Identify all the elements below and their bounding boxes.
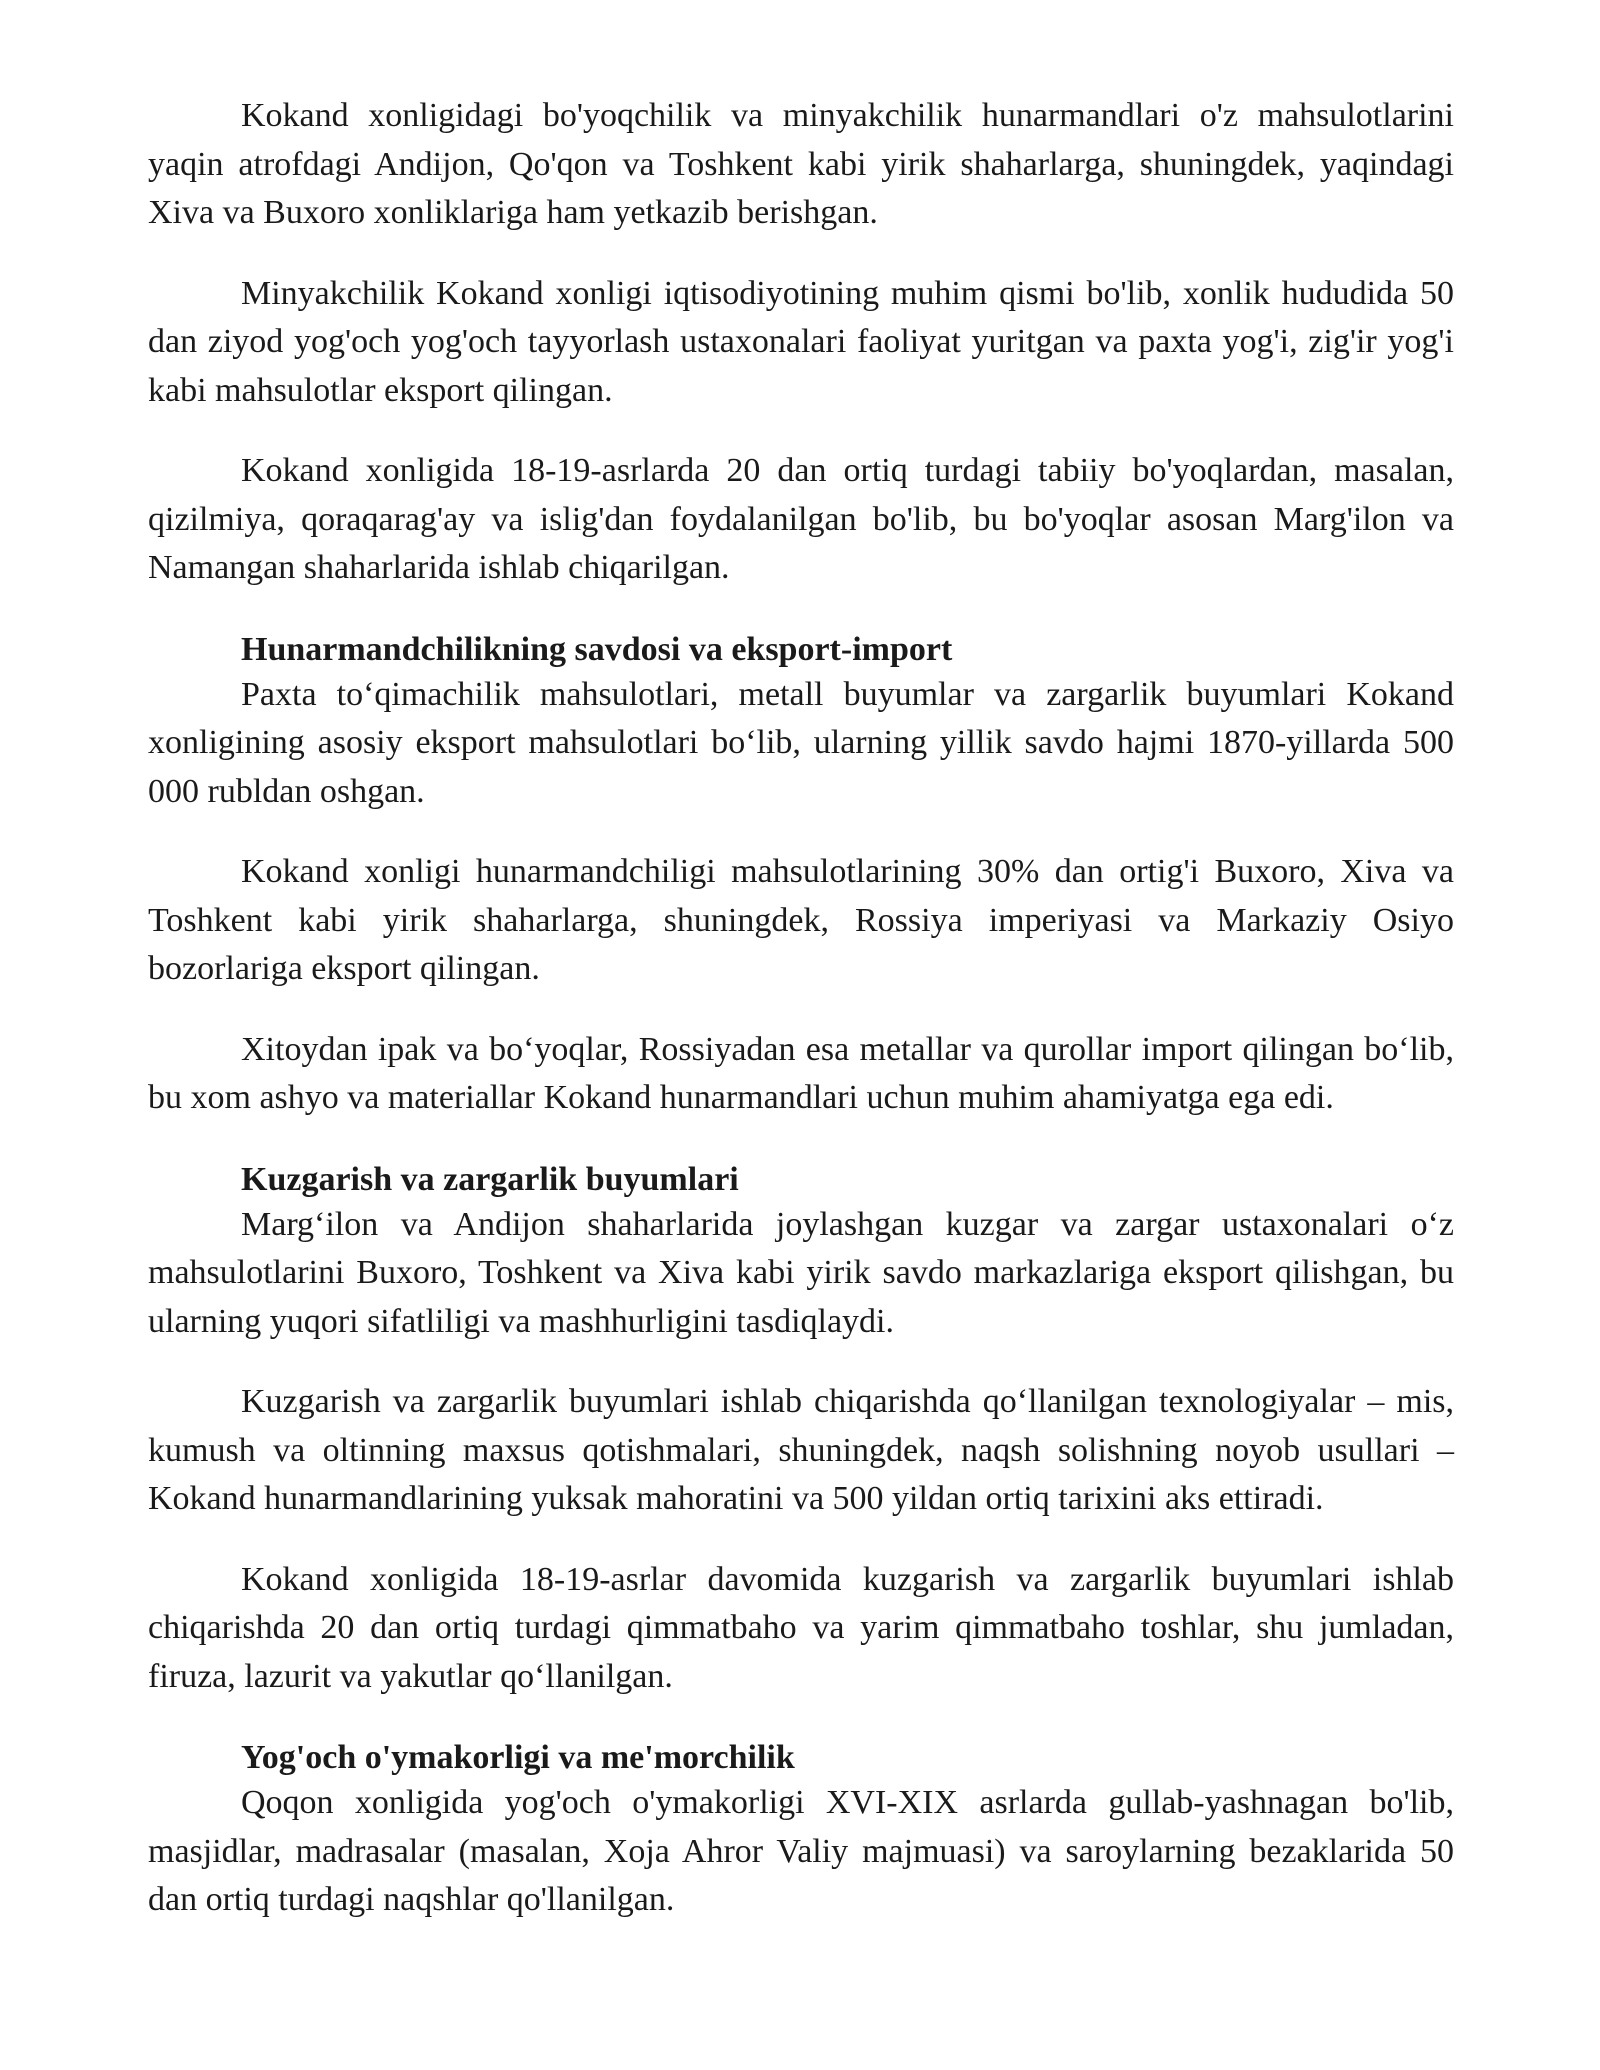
paragraph-oil-production: Minyakchilik Kokand xonligi iqtisodiyotining muhim qismi bo'lib, xonlik hududida 50 dan ziyod yog'och yog'och tayyorlash ustaxonalari faoliyat yuritgan va paxta yog'i, zig'ir yog'i kabi mahsulotlar eksport qilingan. bbox=[148, 274, 1454, 409]
paragraph-imports: Xitoydan ipak va bo‘yoqlar, Rossiyadan esa metallar va qurollar import qilingan bo‘lib, bu xom ashyo va materiallar Kokand hunarmandlari uchun muhim ahamiyatga ega edi. bbox=[148, 1030, 1454, 1116]
paragraph-jewelry-technologies: Kuzgarish va zargarlik buyumlari ishlab chiqarishda qo‘llanilgan texnologiyalar – mis, kumush va oltinning maxsus qotishmalari, shuningdek, naqsh solishning noyob usullari – Kokand hunarmandlarining yuksak mahoratini va 500 yildan ortiq tarixini aks ettiradi. bbox=[148, 1383, 1454, 1517]
section-heading-trade: Hunarmandchilikning savdosi va eksport-import bbox=[241, 630, 953, 668]
section-heading-woodcarving: Yog'och o'ymakorligi va me'morchilik bbox=[241, 1739, 795, 1776]
paragraph-precious-stones: Kokand xonligida 18-19-asrlar davomida kuzgarish va zargarlik buyumlari ishlab chiqarishda 20 dan ortiq turdagi qimmatbaho va yarim qimmatbaho toshlar, shu jumladan, firuza, lazurit va yakutlar qo‘llanilgan. bbox=[148, 1560, 1454, 1695]
document-page bbox=[148, 92, 1454, 1925]
paragraph-natural-dyes: Kokand xonligida 18-19-asrlarda 20 dan ortiq turdagi tabiiy bo'yoqlardan, masalan, qizilmiya, qoraqarag'ay va islig'dan foydalanilgan bo'lib, bu bo'yoqlar asosan Marg'ilon va Namangan shaharlarida ishlab chiqarilgan. bbox=[148, 452, 1454, 586]
paragraph-woodcarving: Qoqon xonligida yog'och o'ymakorligi XVI-XIX asrlarda gullab-yashnagan bo'lib, masjidlar, madrasalar (masalan, Xoja Ahror Valiy majmuasi) va saroylarning bezaklarida 50 dan ortiq turdagi naqshlar qo'llanilgan. bbox=[148, 1784, 1454, 1918]
paragraph-dyeing-trade: Kokand xonligidagi bo'yoqchilik va minyakchilik hunarmandlari o'z mahsulotlarini yaqin atrofdagi Andijon, Qo'qon va Toshkent kabi yirik shaharlarga, shuningdek, yaqindagi Xiva va Buxoro xonliklariga ham yetkazib berishgan. bbox=[148, 97, 1454, 231]
section-heading-jewelry: Kuzgarish va zargarlik buyumlari bbox=[241, 1160, 739, 1198]
paragraph-export-share: Kokand xonligi hunarmandchiligi mahsulotlarining 30% dan ortig'i Buxoro, Xiva va Toshkent kabi yirik shaharlarga, shuningdek, Rossiya imperiyasi va Markaziy Osiyo bozorlariga eksport qilingan. bbox=[148, 853, 1454, 987]
paragraph-main-exports: Paxta to‘qimachilik mahsulotlari, metall buyumlar va zargarlik buyumlari Kokand xonligining asosiy eksport mahsulotlari bo‘lib, ularning yillik savdo hajmi 1870-yillarda 500 000 rubldan oshgan. bbox=[148, 675, 1454, 810]
paragraph-jewelry-workshops: Marg‘ilon va Andijon shaharlarida joylashgan kuzgar va zargar ustaxonalari o‘z mahsulotlarini Buxoro, Toshkent va Xiva kabi yirik savdo markazlariga eksport qilishgan, bu ularning yuqori sifatliligi va mashhurligini tasdiqlaydi. bbox=[148, 1205, 1454, 1340]
